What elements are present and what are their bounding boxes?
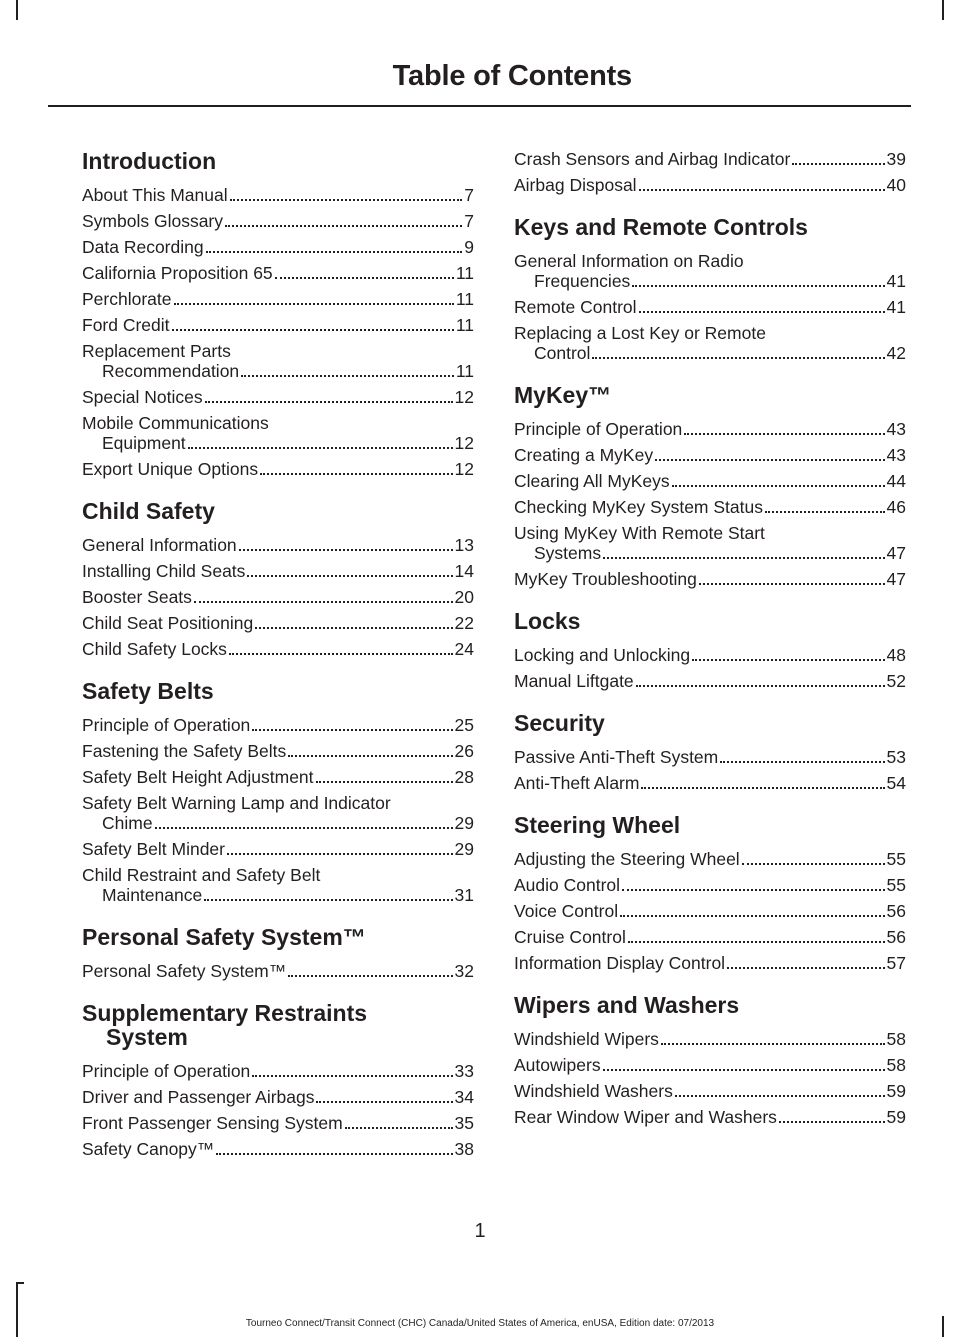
dot-leader [632, 285, 884, 287]
dot-leader [699, 583, 885, 585]
dot-leader [155, 827, 453, 829]
toc-entry-page: 32 [454, 961, 474, 981]
dot-leader [742, 863, 885, 865]
toc-entry-title: Safety Belt Minder [82, 839, 225, 859]
toc-entry[interactable] [514, 172, 906, 198]
section-heading: Introduction [82, 148, 217, 174]
toc-entry-page: 42 [886, 343, 906, 363]
toc-entry[interactable] [82, 234, 474, 260]
toc-entry[interactable] [82, 1110, 474, 1136]
toc-entry-page: 44 [886, 471, 906, 491]
toc-entry-page: 58 [886, 1029, 906, 1049]
toc-entry[interactable] [514, 950, 906, 976]
toc-entry-title: Cruise Control [514, 927, 626, 947]
toc-entry-title: Safety Belt Height Adjustment [82, 767, 314, 787]
dot-leader [188, 447, 453, 449]
toc-entry[interactable] [82, 584, 474, 610]
toc-entry-title: Passive Anti-Theft System [514, 747, 719, 767]
toc-entry-title: Crash Sensors and Airbag Indicator [514, 149, 791, 169]
toc-entry[interactable] [82, 312, 474, 338]
toc-entry-title: Autowipers [514, 1055, 601, 1075]
toc-entry[interactable] [82, 636, 474, 662]
toc-entry[interactable] [82, 338, 474, 384]
toc-entry-page: 52 [886, 671, 906, 691]
toc-entry-page: 29 [454, 813, 474, 833]
dot-leader [252, 729, 452, 731]
toc-entry-title: Data Recording [82, 237, 204, 257]
toc-entry[interactable] [82, 790, 474, 836]
toc-entry-page: 11 [455, 361, 474, 381]
toc-entry[interactable] [82, 738, 474, 764]
toc-entry-title: Manual Liftgate [514, 671, 634, 691]
toc-entry-title-continued: Maintenance [102, 885, 203, 905]
toc-entry-title: Safety Canopy™ [82, 1139, 215, 1159]
toc-entry-page: 57 [886, 953, 906, 973]
dot-leader [661, 1043, 885, 1045]
toc-entry[interactable] [514, 642, 906, 668]
toc-entry-page: 38 [454, 1139, 474, 1159]
dot-leader [672, 485, 885, 487]
toc-entry-title: Using MyKey With Remote Start [514, 523, 765, 543]
toc-entry[interactable] [514, 416, 906, 442]
toc-entry-title: Child Seat Positioning [82, 613, 254, 633]
toc-entry[interactable] [514, 872, 906, 898]
toc-entry[interactable] [514, 1052, 906, 1078]
toc-entry-page: 14 [454, 561, 474, 581]
section-heading: Keys and Remote Controls [514, 214, 808, 240]
section-heading: Child Safety [82, 498, 215, 524]
toc-entry-page: 33 [454, 1061, 474, 1081]
toc-entry-title: Clearing All MyKeys [514, 471, 670, 491]
page-title: Table of Contents [392, 60, 632, 92]
toc-entry[interactable] [514, 898, 906, 924]
toc-entry[interactable] [82, 836, 474, 862]
toc-entry-page: 53 [886, 747, 906, 767]
dot-leader [727, 967, 884, 969]
dot-leader [720, 761, 884, 763]
dot-leader [227, 853, 453, 855]
dot-leader [230, 199, 463, 201]
toc-entry-page: 7 [464, 211, 474, 231]
toc-entry-title: Replacement Parts [82, 341, 231, 361]
toc-entry-title: Fastening the Safety Belts [82, 741, 287, 761]
toc-entry[interactable] [514, 494, 906, 520]
toc-entry[interactable] [514, 320, 906, 366]
page-number: 1 [474, 1220, 486, 1242]
toc-entry-title: Remote Control [514, 297, 637, 317]
toc-entry-title: General Information [82, 535, 237, 555]
toc-entry-title: Windshield Washers [514, 1081, 673, 1101]
toc-entry-title: Symbols Glossary [82, 211, 224, 231]
toc-entry-title: About This Manual [82, 185, 228, 205]
dot-leader [641, 787, 884, 789]
dot-leader [288, 755, 452, 757]
dot-leader [247, 575, 452, 577]
toc-entry-page: 56 [886, 901, 906, 921]
toc-entry-title: Mobile Communications [82, 413, 269, 433]
toc-entry-page: 59 [886, 1081, 906, 1101]
toc-entry-page: 9 [464, 237, 474, 257]
toc-entry-title: Child Safety Locks [82, 639, 227, 659]
toc-entry-title: Information Display Control [514, 953, 726, 973]
toc-entry[interactable] [514, 294, 906, 320]
dot-leader [229, 653, 453, 655]
dot-leader [204, 899, 452, 901]
toc-entry-page: 47 [886, 543, 906, 563]
header-rule [48, 105, 911, 107]
toc-entry-title: California Proposition 65 [82, 263, 273, 283]
section-heading: Security [514, 710, 605, 736]
toc-entry-title: Windshield Wipers [514, 1029, 659, 1049]
dot-leader [603, 557, 884, 559]
toc-entry-page: 12 [454, 387, 474, 407]
toc-entry-title: Booster Seats [82, 587, 192, 607]
dot-leader [206, 251, 463, 253]
toc-entry[interactable] [514, 442, 906, 468]
toc-entry-title: MyKey Troubleshooting [514, 569, 697, 589]
toc-entry[interactable] [82, 862, 474, 908]
toc-entry[interactable] [82, 532, 474, 558]
dot-leader [205, 401, 453, 403]
toc-entry-title: Principle of Operation [514, 419, 683, 439]
section-heading: Steering Wheel [514, 812, 681, 838]
toc-entry[interactable] [82, 410, 474, 456]
dot-leader [239, 549, 453, 551]
dot-leader [765, 511, 885, 513]
toc-entry-page: 7 [464, 185, 474, 205]
toc-entry-page: 26 [454, 741, 474, 761]
toc-entry[interactable] [82, 286, 474, 312]
dot-leader [252, 1075, 452, 1077]
dot-leader [241, 375, 454, 377]
toc-entry-page: 55 [886, 849, 906, 869]
section-heading-continued: System [106, 1024, 188, 1050]
toc-entry[interactable] [82, 958, 474, 984]
toc-entry-page: 22 [454, 613, 474, 633]
toc-entry-page: 48 [886, 645, 906, 665]
dot-leader [275, 277, 454, 279]
toc-entry-page: 58 [886, 1055, 906, 1075]
toc-entry[interactable] [514, 520, 906, 566]
dot-leader [684, 433, 884, 435]
toc-entry[interactable] [514, 770, 906, 796]
toc-entry-page: 41 [886, 271, 906, 291]
toc-entry-title: Adjusting the Steering Wheel [514, 849, 740, 869]
crop-mark-top-left [16, 0, 18, 20]
toc-entry-page: 56 [886, 927, 906, 947]
toc-entry[interactable] [82, 558, 474, 584]
dot-leader [603, 1069, 885, 1071]
toc-entry-page: 12 [454, 459, 474, 479]
dot-leader [216, 1153, 452, 1155]
toc-entry-title-continued: Frequencies [534, 271, 631, 291]
toc-entry-page: 47 [886, 569, 906, 589]
toc-entry[interactable] [82, 456, 474, 482]
section-heading: Wipers and Washers [514, 992, 740, 1018]
toc-right-column [514, 146, 906, 1130]
dot-leader [675, 1095, 885, 1097]
section-heading: Supplementary Restraints [82, 1000, 368, 1026]
dot-leader [172, 329, 454, 331]
toc-entry-page: 54 [886, 773, 906, 793]
toc-entry-title-continued: Chime [102, 813, 153, 833]
toc-entry-page: 11 [455, 289, 474, 309]
toc-entry-page: 12 [454, 433, 474, 453]
toc-entry-page: 11 [455, 263, 474, 283]
toc-entry-title: Special Notices [82, 387, 203, 407]
toc-left-column [82, 146, 474, 1162]
section-heading: Personal Safety System™ [82, 924, 366, 950]
toc-entry[interactable] [514, 566, 906, 592]
toc-entry-title: Rear Window Wiper and Washers [514, 1107, 777, 1127]
toc-entry-page: 13 [454, 535, 474, 555]
toc-entry-title: Voice Control [514, 901, 619, 921]
toc-entry-title: Personal Safety System™ [82, 961, 287, 981]
toc-entry-page: 55 [886, 875, 906, 895]
dot-leader [255, 627, 452, 629]
section-heading: Locks [514, 608, 581, 634]
dot-leader [194, 601, 453, 603]
dot-leader [345, 1127, 453, 1129]
toc-entry-title: Principle of Operation [82, 1061, 251, 1081]
toc-entry-page: 43 [886, 419, 906, 439]
dot-leader [592, 357, 884, 359]
toc-entry-title-continued: Control [534, 343, 591, 363]
dot-leader [628, 941, 885, 943]
dot-leader [779, 1121, 885, 1123]
toc-entry-title-continued: Equipment [102, 433, 186, 453]
toc-entry[interactable] [514, 924, 906, 950]
toc-entry-page: 20 [454, 587, 474, 607]
toc-entry-page: 25 [454, 715, 474, 735]
toc-entry[interactable] [514, 744, 906, 770]
dot-leader [225, 225, 462, 227]
toc-entry-title: Airbag Disposal [514, 175, 637, 195]
toc-entry-title: Replacing a Lost Key or Remote [514, 323, 766, 343]
toc-entry[interactable] [514, 248, 906, 294]
section-heading: Safety Belts [82, 678, 214, 704]
toc-entry[interactable] [514, 1104, 906, 1130]
toc-entry[interactable] [82, 1084, 474, 1110]
toc-entry-title: Front Passenger Sensing System [82, 1113, 343, 1133]
toc-entry-title: Creating a MyKey [514, 445, 654, 465]
toc-entry-title-continued: Systems [534, 543, 602, 563]
toc-entry-title: Principle of Operation [82, 715, 251, 735]
toc-entry-title: Anti-Theft Alarm [514, 773, 640, 793]
footer-edition-note: Tourneo Connect/Transit Connect (CHC) Canada/United States of America, enUSA, Edition date: 07/2013 [245, 1318, 715, 1329]
toc-entry[interactable] [82, 1136, 474, 1162]
toc-entry-page: 28 [454, 767, 474, 787]
dot-leader [639, 311, 885, 313]
dot-leader [316, 781, 453, 783]
dot-leader [636, 685, 885, 687]
dot-leader [288, 975, 452, 977]
toc-entry-page: 40 [886, 175, 906, 195]
toc-entry[interactable] [514, 668, 906, 694]
section-heading: MyKey™ [514, 382, 612, 408]
toc-entry[interactable] [514, 846, 906, 872]
dot-leader [620, 915, 884, 917]
toc-entry-page: 59 [886, 1107, 906, 1127]
toc-entry-page: 34 [454, 1087, 474, 1107]
crop-mark-bottom-left-h [16, 1282, 24, 1284]
dot-leader [692, 659, 884, 661]
toc-entry-title: Checking MyKey System Status [514, 497, 763, 517]
toc-entry-title: Export Unique Options [82, 459, 259, 479]
toc-entry[interactable] [82, 260, 474, 286]
toc-entry-title: Child Restraint and Safety Belt [82, 865, 321, 885]
toc-entry[interactable] [82, 182, 474, 208]
toc-entry-title: Ford Credit [82, 315, 170, 335]
toc-entry-title: Safety Belt Warning Lamp and Indicator [82, 793, 391, 813]
toc-entry[interactable] [82, 208, 474, 234]
toc-entry[interactable] [514, 1078, 906, 1104]
toc-entry-page: 11 [455, 315, 474, 335]
toc-entry[interactable] [82, 384, 474, 410]
dot-leader [260, 473, 452, 475]
toc-entry-page: 35 [454, 1113, 474, 1133]
dot-leader [622, 889, 884, 891]
dot-leader [792, 163, 884, 165]
toc-entry[interactable] [82, 764, 474, 790]
toc-entry-page: 39 [886, 149, 906, 169]
toc-entry[interactable] [514, 1026, 906, 1052]
dot-leader [639, 189, 885, 191]
toc-entry[interactable] [82, 610, 474, 636]
toc-entry[interactable] [82, 1058, 474, 1084]
toc-entry-page: 41 [886, 297, 906, 317]
toc-entry-page: 29 [454, 839, 474, 859]
toc-entry[interactable] [514, 146, 906, 172]
toc-entry-page: 31 [454, 885, 474, 905]
dot-leader [655, 459, 884, 461]
dot-leader [174, 303, 454, 305]
toc-entry-page: 46 [886, 497, 906, 517]
toc-entry[interactable] [514, 468, 906, 494]
toc-entry-title: Audio Control [514, 875, 621, 895]
crop-mark-top-right [942, 0, 944, 20]
toc-entry-title: Driver and Passenger Airbags [82, 1087, 315, 1107]
toc-entry[interactable] [82, 712, 474, 738]
toc-entry-title: Locking and Unlocking [514, 645, 691, 665]
toc-entry-title-continued: Recommendation [102, 361, 240, 381]
toc-entry-page: 43 [886, 445, 906, 465]
toc-entry-title: Perchlorate [82, 289, 172, 309]
toc-entry-title: Installing Child Seats [82, 561, 246, 581]
toc-entry-page: 24 [454, 639, 474, 659]
dot-leader [316, 1101, 452, 1103]
toc-entry-title: General Information on Radio [514, 251, 744, 271]
